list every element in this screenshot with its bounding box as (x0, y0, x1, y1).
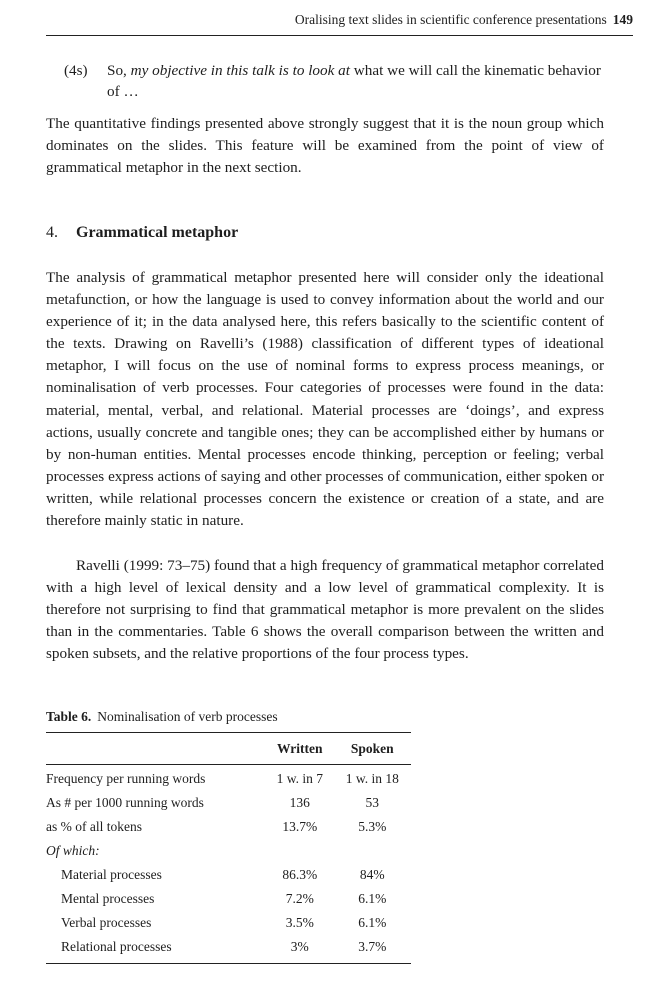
spoken-value: 6.1% (358, 915, 387, 930)
ravelli-paragraph-text: Ravelli (1999: 73–75) found that a high frequency of grammatical metaphor correlated with a high level of lexical density and a low level of grammatical complexity. It is therefore not surprising to find that grammatical metaphor is more prevalent on the slides than in the commentaries. Table 6 shows the overall comparison between the written and spoken subsets, and the relative proportions of the four process types. (46, 557, 604, 663)
written-value: 86.3% (282, 867, 318, 882)
table-row (46, 935, 411, 964)
row-label-of-which (46, 839, 266, 863)
spoken-value: 5.3% (358, 819, 387, 834)
table-header-blank (46, 733, 266, 765)
spoken-value: 84% (359, 867, 385, 882)
written-value: 13.7% (282, 819, 318, 834)
written-value: 136 (289, 795, 310, 810)
spoken-value: 3.7% (358, 939, 387, 954)
example-number: (4s) (64, 62, 88, 79)
row-label: as % of all tokens (46, 819, 142, 834)
spoken-value: 53 (365, 795, 380, 810)
written-value: 3% (290, 939, 309, 954)
table-header-row (46, 733, 411, 765)
table-header-written: Written (266, 733, 334, 765)
row-label: Frequency per running words (46, 771, 206, 786)
nominalisation-table (46, 732, 411, 964)
example-text (107, 60, 604, 102)
table-row (46, 791, 411, 815)
analysis-paragraph: The analysis of grammatical metaphor presented here will consider only the ideational metafunction, or how the language is used to convey information about the world and our experience of it; in the data analysed here, this refers basically to the scientific content of the texts. Drawing on Ravelli’s (1988) classification of different types of ideational metaphor, I will focus on the use of nominal forms to express process meanings, or nominalisation of verb processes. Four categories of processes were found in the data: material, mental, verbal, and relational. Material processes are ‘doings’, and express actions, usually concrete and tangible ones; they can be accomplished either by humans or by non-human entities. Mental processes encode thinking, perception or feeling; verbal processes express actions of saying and other processes of communication, either spoken or written, while relational processes concern the existence or creation of a state, and are therefore mainly static in nature. (46, 269, 604, 530)
row-label: Material processes (61, 867, 162, 882)
table-row (46, 765, 411, 792)
table-row (46, 887, 411, 911)
table-header-spoken: Spoken (334, 733, 411, 765)
table-row (46, 839, 411, 863)
table-label: Table 6. (46, 709, 92, 724)
spoken-value: 1 w. in 18 (345, 771, 399, 786)
row-label: Relational processes (61, 939, 172, 954)
spoken-value (334, 839, 411, 863)
table-row (46, 863, 411, 887)
example-text-before: So, (107, 62, 131, 79)
running-head-title: Oralising text slides in scientific conference presentations (294, 12, 607, 27)
table-caption-text: Nominalisation of verb processes (97, 709, 278, 724)
example-text-after: what we will call the kinematic behavior of … (107, 62, 601, 100)
running-head (46, 8, 633, 36)
section-number: 4. (46, 224, 58, 241)
written-value: 1 w. in 7 (276, 771, 323, 786)
row-label: Verbal processes (61, 915, 152, 930)
table-caption (46, 708, 278, 726)
table-row (46, 815, 411, 839)
written-value (266, 839, 334, 863)
row-label: As # per 1000 running words (46, 795, 204, 810)
example-text-italic: my objective in this talk is to look at (130, 62, 350, 79)
page-number: 149 (612, 12, 633, 27)
written-value: 7.2% (285, 891, 314, 906)
section-title: Grammatical metaphor (76, 224, 239, 241)
section-heading (46, 222, 238, 244)
written-value: 3.5% (285, 915, 314, 930)
example-4s (64, 60, 604, 102)
ravelli-paragraph (46, 555, 604, 665)
table-row (46, 911, 411, 935)
intro-paragraph: The quantitative findings presented above strongly suggest that it is the noun group which dominates on the slides. This feature will be examined from the point of view of grammatical metaphor in the next section. (46, 115, 604, 177)
row-label: Mental processes (61, 891, 155, 906)
of-which-label: Of which: (46, 843, 100, 858)
spoken-value: 6.1% (358, 891, 387, 906)
